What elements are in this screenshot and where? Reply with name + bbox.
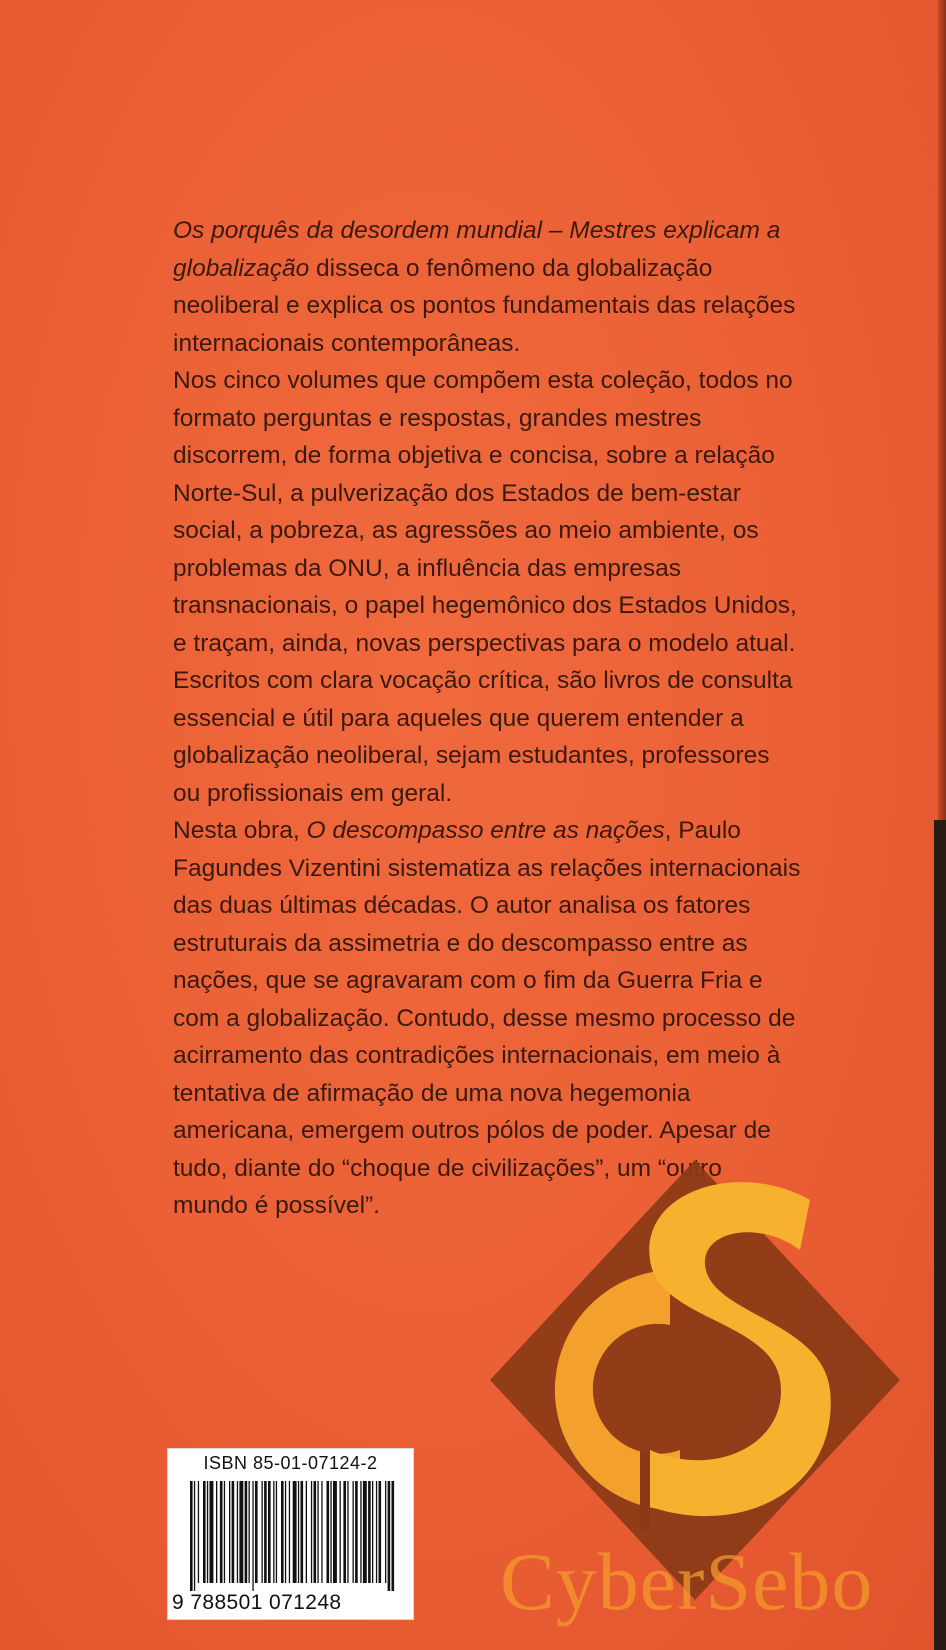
barcode-bar — [372, 1481, 373, 1583]
blurb-paragraph-1-text: disseca o fenômeno da globalização neoliberal e explica os pontos fundamentais das relações internacionais contemporâneas. — [173, 254, 796, 357]
barcode-number: 9 788501 071248 — [172, 1591, 342, 1614]
barcode-bar — [207, 1481, 208, 1583]
barcode-bar — [220, 1481, 223, 1583]
barcode-bar — [216, 1481, 217, 1583]
cover-blurb — [173, 212, 803, 1225]
barcode-bar — [262, 1481, 263, 1583]
barcode-bar — [194, 1481, 195, 1591]
barcode-bar — [232, 1481, 235, 1583]
barcode-bar — [392, 1481, 395, 1591]
barcode-bar — [252, 1481, 253, 1591]
barcode-bar — [317, 1481, 318, 1583]
barcode-bar — [210, 1481, 214, 1583]
blurb-paragraph-4-text: , Paulo Fagundes Vizentini sistematiza as relações internacionais das duas últimas décadas. O autor analisa os fatores estruturais da assimetria e do descompasso entre as nações, que se agravaram com o fim da Guerra Fria e com a globalização. Contudo, desse mesmo processo de acirramento das contradições internacionais, em meio à tentativa de afirmação de uma nova hegemonia americana, emergem outros pólos de poder. Apesar de tudo, diante do “choque de civilizações”, um “outro mundo é possível”. — [173, 817, 801, 1219]
blurb-paragraph-2: Nos cinco volumes que compõem esta coleção, todos no formato perguntas e respostas, grandes mestres discorrem, de forma objetiva e concisa, sobre a relação Norte-Sul, a pulverização dos Estados de bem-estar social, a pobreza, as agressões ao meio ambiente, os problemas da ONU, a influência das empresas transnacionais, o papel hegemônico dos Estados Unidos, e traçam, ainda, novas perspectivas para o modelo atual. — [173, 367, 797, 657]
barcode-bars — [190, 1481, 395, 1591]
book-title: O descompasso entre as nações — [306, 817, 665, 844]
isbn-label: ISBN 85-01-07124-2 — [203, 1453, 378, 1473]
barcode-bar — [321, 1481, 322, 1583]
barcode-bar — [301, 1481, 304, 1583]
barcode-bar — [330, 1481, 331, 1583]
barcode-bar — [276, 1481, 277, 1583]
barcode-bar — [343, 1481, 346, 1583]
barcode-bar — [289, 1481, 290, 1583]
barcode-bar — [353, 1481, 354, 1583]
barcode-bar — [347, 1481, 348, 1583]
barcode-bar — [340, 1481, 341, 1583]
barcode-bar — [237, 1481, 238, 1583]
barcode-bar — [355, 1481, 358, 1583]
barcode-bar — [306, 1481, 307, 1583]
barcode-bar — [239, 1481, 243, 1583]
barcode-bar — [376, 1481, 377, 1583]
barcode-bar — [311, 1481, 312, 1583]
barcode-bar — [363, 1481, 367, 1583]
spine-stripe — [934, 820, 946, 1650]
barcode-bar — [379, 1481, 382, 1583]
barcode-bar — [224, 1481, 225, 1583]
blurb-paragraph-1 — [173, 212, 803, 362]
barcode-bar — [388, 1481, 391, 1591]
barcode-bar — [198, 1481, 199, 1583]
barcode-bar — [249, 1481, 250, 1583]
barcode-bar — [203, 1481, 206, 1583]
barcode-bar — [298, 1481, 299, 1583]
barcode-bar — [264, 1481, 267, 1583]
barcode-bar — [333, 1481, 337, 1583]
barcode-bar — [314, 1481, 317, 1583]
barcode-bar — [273, 1481, 274, 1583]
watermark-text: CyberSebo — [500, 1536, 874, 1627]
barcode-box — [167, 1448, 414, 1620]
barcode-bar — [385, 1481, 386, 1583]
barcode-bar — [285, 1481, 286, 1583]
barcode-bar — [268, 1481, 271, 1583]
barcode-bar — [245, 1481, 248, 1583]
blurb-paragraph-3: Escritos com clara vocação crítica, são livros de consulta essencial e útil para aqueles que querem entender a globalização neoliberal, sejam estudantes, professores ou profissionais em geral. — [173, 667, 793, 807]
blurb-paragraph-4-start: Nesta obra, — [173, 817, 307, 844]
logo-stem — [640, 1450, 650, 1530]
series-title: Os porquês da desordem mundial – Mestres explicam a globalização — [173, 217, 781, 282]
barcode-bar — [368, 1481, 371, 1583]
barcode-bar — [190, 1481, 193, 1591]
barcode-bar — [281, 1481, 284, 1583]
barcode-bar — [255, 1481, 258, 1583]
barcode-bar — [360, 1481, 361, 1583]
barcode-bar — [229, 1481, 230, 1583]
barcode-bar — [293, 1481, 297, 1583]
barcode-bar — [327, 1481, 330, 1583]
